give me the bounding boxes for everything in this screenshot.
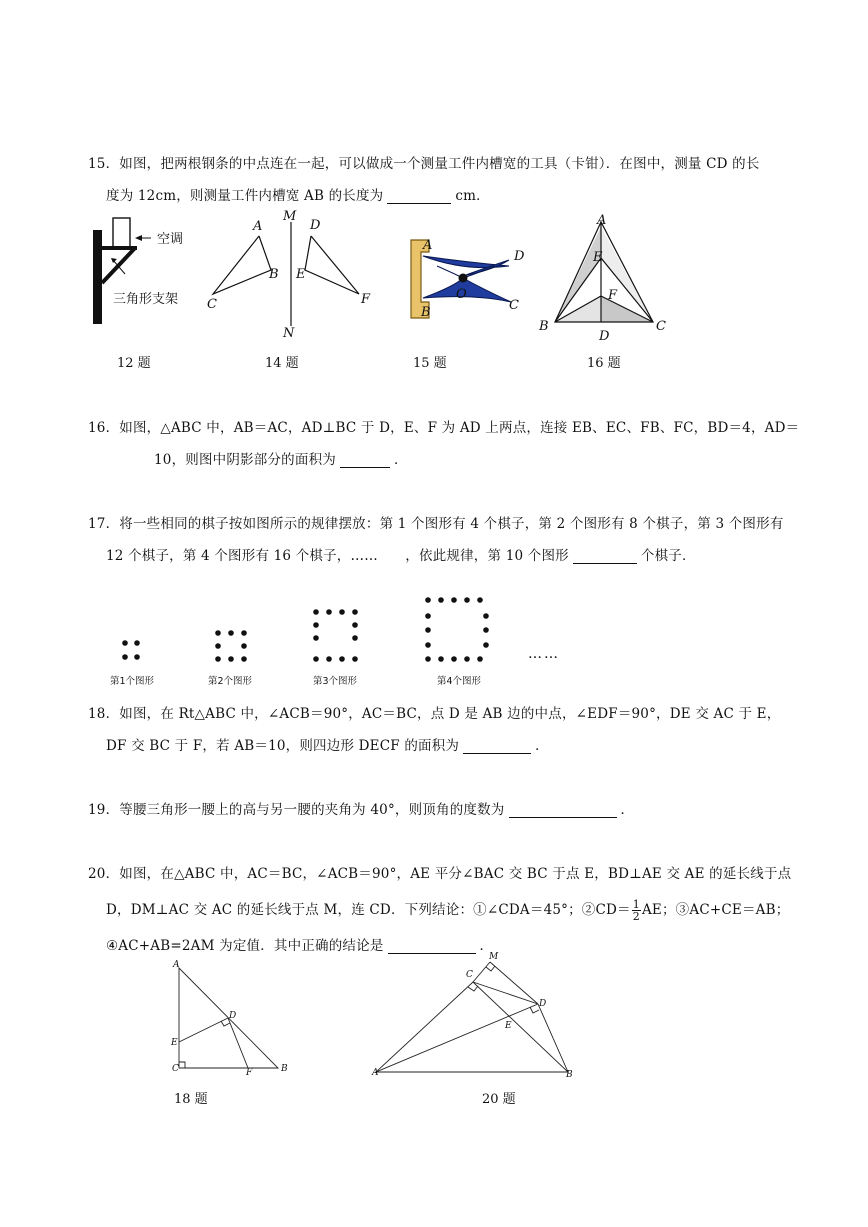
fig12-caption: 12 题 <box>117 356 151 371</box>
fig14-label-n: N <box>283 326 295 341</box>
fig18-label-d: D <box>229 1011 237 1021</box>
fig20-label-e: E <box>505 1021 512 1031</box>
q20-fraction <box>632 899 641 922</box>
q17-fig-label-2: 第2个图形 <box>208 676 253 687</box>
fig20-seg-cd <box>473 982 538 1004</box>
fig14-label-e: E <box>296 267 306 282</box>
fig12-label-aircon: 空调 <box>157 232 184 247</box>
fig20-label-c: C <box>466 970 473 980</box>
q16-line1: 16．如图，△ABC 中，AB＝AC，AD⊥BC 于 D，E、F 为 AD 上两点，连接 EB、EC、FB、FC，BD＝4，AD＝ <box>88 420 800 436</box>
fig14-label-d: D <box>310 218 321 233</box>
fig16-label-c: C <box>656 319 666 334</box>
q20-line2-post: AE；③AC+CE＝AB； <box>641 902 790 918</box>
q16-line2 <box>154 448 408 468</box>
q17-pattern-3 <box>313 609 358 662</box>
fig20-ac-extension <box>473 962 490 982</box>
q20-line2 <box>106 898 789 922</box>
fig15-label-o: O <box>456 287 467 302</box>
fig20-label-b: B <box>566 1070 573 1080</box>
fig14-triangle-left <box>213 236 271 294</box>
fig16-label-d: D <box>599 329 610 344</box>
fig14-label-a: A <box>253 219 263 234</box>
q17-pattern-2 <box>215 630 247 662</box>
fig20-triangle-abc <box>376 982 568 1072</box>
fig15-bar-2 <box>423 278 511 302</box>
fig15-pivot-o <box>459 274 468 283</box>
q16-line2-post: ． <box>393 452 408 468</box>
fig14-label-b: B <box>269 267 279 282</box>
fig12-label-bracket: 三角形支架 <box>113 292 179 307</box>
fig16-label-e: E <box>593 250 603 265</box>
figure-row-2 <box>160 950 600 1085</box>
fig18-label-f: F <box>246 1068 253 1078</box>
fig20-seg-ad <box>376 1004 538 1072</box>
q15-line2-post: cm． <box>455 188 490 204</box>
fig18-caption: 18 题 <box>174 1092 208 1107</box>
q19-line1 <box>88 798 634 818</box>
q18-line1: 18．如图，在 Rt△ABC 中，∠ACB＝90°，AC＝BC，点 D 是 AB 边的中点，∠EDF＝90°，DE 交 AC 于 E， <box>88 706 781 722</box>
fig14-caption: 14 题 <box>265 356 299 371</box>
q20-frac-den: 2 <box>632 910 640 923</box>
fig15-label-c: C <box>509 298 519 313</box>
q17-pattern-4 <box>425 597 489 662</box>
fig14 <box>213 222 359 326</box>
q17-answer-blank <box>573 549 637 564</box>
fig12 <box>93 218 151 324</box>
q15-answer-blank <box>387 189 451 204</box>
q20-line1: 20．如图，在△ABC 中，AC＝BC，∠ACB＝90°，AE 平分∠BAC 交 BC 于点 E，BD⊥AE 交 AE 的延长线于点 <box>88 866 792 882</box>
q19-answer-blank <box>509 803 617 818</box>
fig16-label-f: F <box>608 288 618 303</box>
fig15-label-b: B <box>421 305 431 320</box>
fig20-seg-bd <box>538 1004 568 1072</box>
fig18-label-c: C <box>172 1064 179 1074</box>
q16-answer-blank <box>340 453 390 468</box>
q17-line2 <box>106 544 696 564</box>
fig12-arrow-ac-head <box>135 235 142 241</box>
q20-line3-pre: ④AC+AB=2AM 为定值．其中正确的结论是 <box>106 938 384 954</box>
fig18-label-a: A <box>173 960 180 970</box>
fig14-label-m: M <box>283 209 297 224</box>
fig16-caption: 16 题 <box>587 356 621 371</box>
q17-line2-post: 个棋子． <box>640 548 696 564</box>
fig16-label-b: B <box>539 319 549 334</box>
fig18-seg-de <box>179 1018 228 1042</box>
fig15-caption: 15 题 <box>413 356 447 371</box>
q19-line1-post: ． <box>620 802 635 818</box>
fig12-bracket-diag <box>102 248 135 283</box>
fig20-right-angle-d <box>530 1007 539 1013</box>
q20-frac-num: 1 <box>632 898 640 911</box>
fig20-right-angle-m <box>486 966 495 971</box>
fig20-right-angle-c <box>468 986 478 991</box>
fig15-label-d: D <box>514 249 525 264</box>
fig12-aircon-box <box>113 218 130 248</box>
fig14-label-c: C <box>207 297 217 312</box>
q15-line2 <box>106 184 490 204</box>
fig12-wall <box>93 230 102 324</box>
fig14-triangle-right <box>305 236 359 294</box>
q20-line3-post: ． <box>479 938 494 954</box>
q17-line2-pre: 12 个棋子，第 4 个图形有 16 个棋子，…… ，依此规律，第 10 个图形 <box>106 548 569 564</box>
figure-row-1 <box>85 208 785 348</box>
q17-fig-label-4: 第4个图形 <box>437 676 482 687</box>
q17-fig-label-1: 第1个图形 <box>110 676 155 687</box>
q18-line2-pre: DF 交 BC 于 F，若 AB＝10，则四边形 DECF 的面积为 <box>106 738 460 754</box>
fig16 <box>555 222 653 322</box>
q15-line1: 15．如图，把两根钢条的中点连在一起，可以做成一个测量工件内槽宽的工具（卡钳）．在图中，测量 CD 的长 <box>88 156 760 172</box>
q15-line2-pre: 度为 12cm，则测量工件内槽宽 AB 的长度为 <box>106 188 384 204</box>
fig20-label-a: A <box>372 1068 379 1078</box>
fig20-label-m: M <box>489 952 499 962</box>
fig15-label-a: A <box>423 238 433 253</box>
fig18-label-b: B <box>281 1064 288 1074</box>
q20-line2-pre: D，DM⊥AC 交 AC 的延长线于点 M，连 CD．下列结论：①∠CDA＝45°；②CD＝ <box>106 902 631 918</box>
q18-line2-post: ． <box>535 738 549 754</box>
q18-answer-blank <box>463 739 531 754</box>
fig14-label-f: F <box>361 292 371 307</box>
fig18-seg-df <box>228 1018 248 1068</box>
fig12-arrow-bracket-head <box>111 258 117 263</box>
q16-line2-pre: 10，则图中阴影部分的面积为 <box>154 452 336 468</box>
fig18-label-e: E <box>171 1038 178 1048</box>
q19-line1-pre: 19．等腰三角形一腰上的高与另一腰的夹角为 40°，则顶角的度数为 <box>88 802 505 818</box>
q17-ellipsis: …… <box>528 646 560 662</box>
q18-line2 <box>106 734 549 754</box>
fig20-caption: 20 题 <box>482 1092 516 1107</box>
fig18-right-angle-c <box>179 1062 185 1068</box>
fig18-right-angle-d <box>221 1021 230 1026</box>
q17-line1: 17．将一些相同的棋子按如图所示的规律摆放：第 1 个图形有 4 个棋子，第 2 个图形有 8 个棋子，第 3 个图形有 <box>88 516 784 532</box>
q17-fig-label-3: 第3个图形 <box>313 676 358 687</box>
fig20-label-d: D <box>539 999 547 1009</box>
q17-pattern-1 <box>122 640 140 660</box>
fig20-seg-md <box>490 962 538 1004</box>
fig16-label-a: A <box>597 213 607 228</box>
